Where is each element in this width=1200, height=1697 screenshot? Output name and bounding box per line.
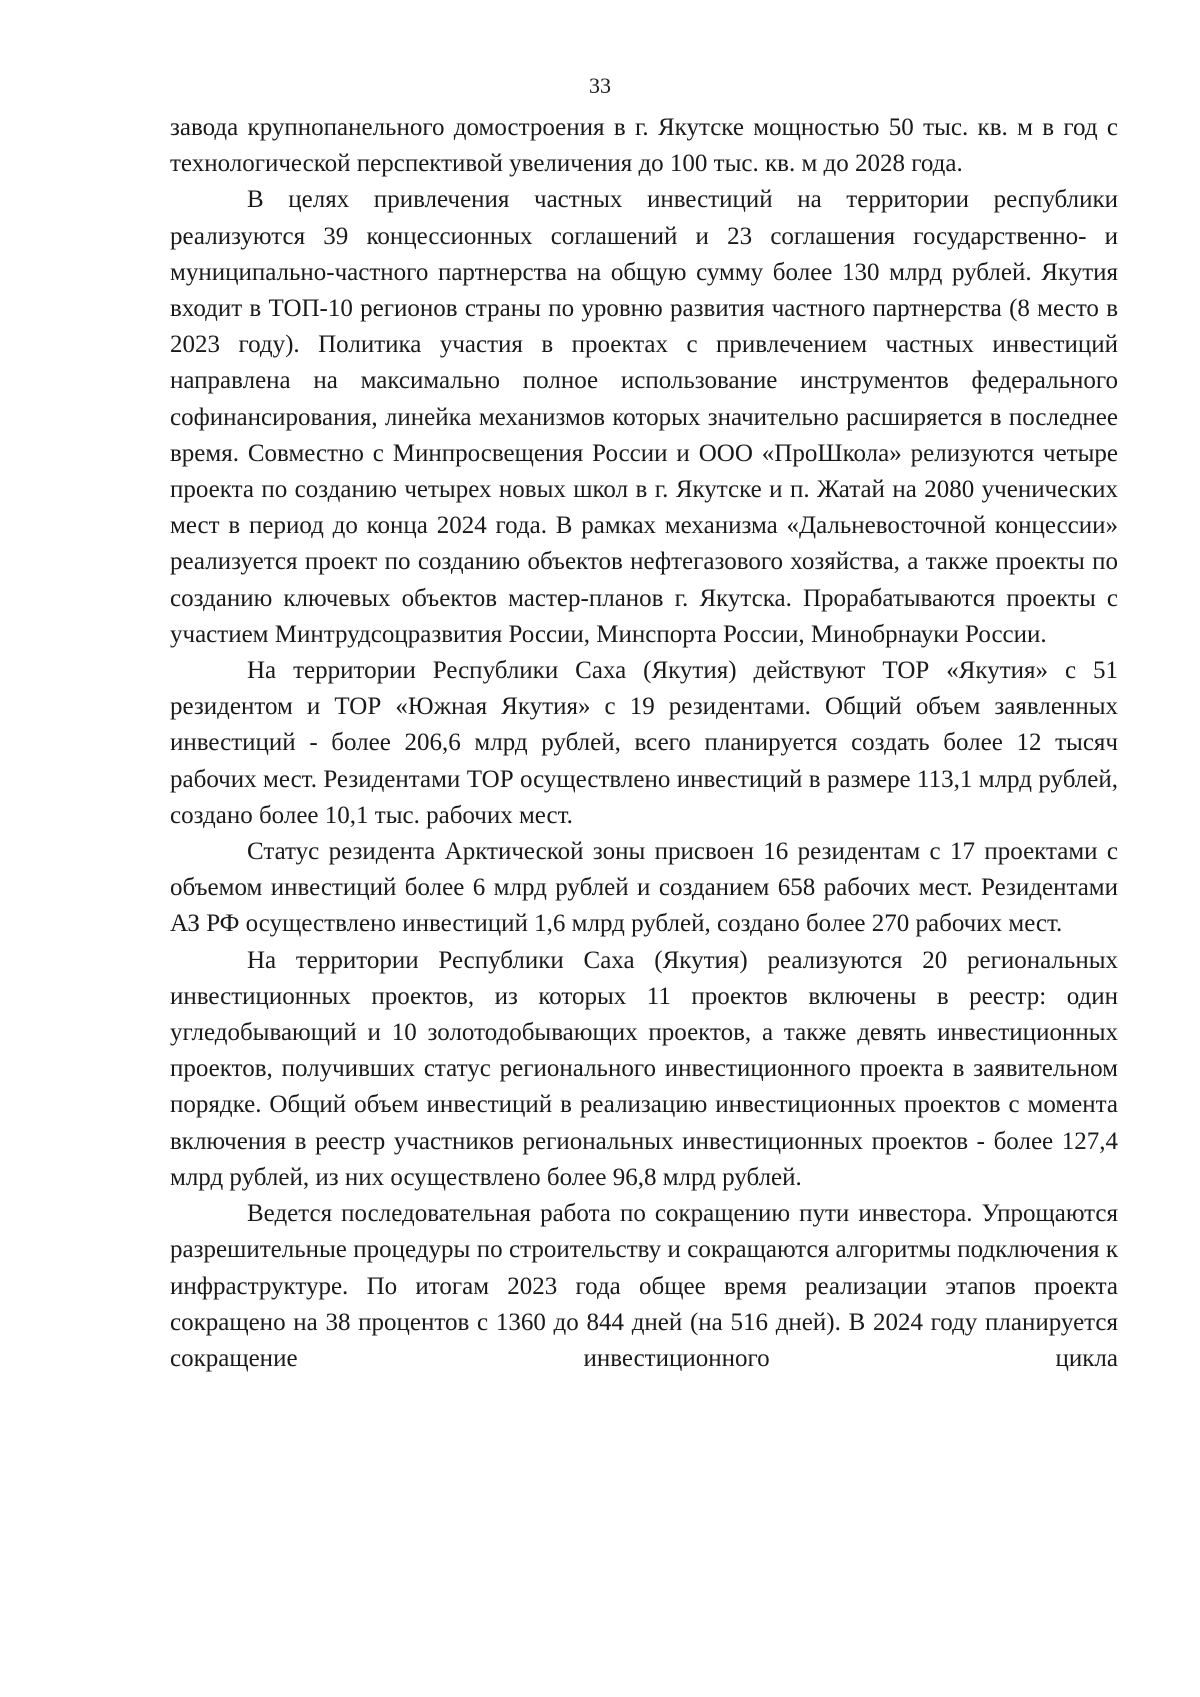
- paragraph-tor: На территории Республики Саха (Якутия) действуют ТОР «Якутия» с 51 резидентом и ТОР «Южная Якутия» с 19 резидентами. Общий объем заявленных инвестиций - более 206,6 млрд рублей, всего планируется создать более 12 тысяч рабочих мест. Резидентами ТОР осуществлено инвестиций в размере 113,1 млрд рублей, создано более 10,1 тыс. рабочих мест.: [170, 657, 1118, 829]
- paragraph-private-investment: В целях привлечения частных инвестиций на территории республики реализуются 39 концессионных соглашений и 23 соглашения государственно- и муниципально-частного партнерства на общую сумму более 130 млрд рублей. Якутия входит в ТОП-10 регионов страны по уровню развития частного партнерства (8 место в 2023 году). Политика участия в проектах с привлечением частных инвестиций направлена на максимально полное использование инструментов федерального софинансирования, линейка механизмов которых значительно расширяется в последнее время. Совместно с Минпросвещения России и ООО «ПроШкола» релизуются четыре проекта по созданию четырех новых школ в г. Якутске и п. Жатай на 2080 ученических мест в период до конца 2024 года. В рамках механизма «Дальневосточной концессии» реализуется проект по созданию объектов нефтегазового хозяйства, а также проекты по созданию ключевых объектов мастер-планов г. Якутска. Прорабатываются проекты с участием Минтрудсоцразвития России, Минспорта России, Минобрнауки России.: [170, 186, 1118, 648]
- document-body: [170, 110, 1118, 1377]
- page-number: 33: [589, 73, 611, 98]
- paragraph-arctic-zone: Статус резидента Арктической зоны присвоен 16 резидентам с 17 проектами с объемом инвестиций более 6 млрд рублей и созданием 658 рабочих мест. Резидентами АЗ РФ осуществлено инвестиций 1,6 млрд рублей, создано более 270 рабочих мест.: [170, 838, 1118, 938]
- paragraph-regional-projects: На территории Республики Саха (Якутия) реализуются 20 региональных инвестиционных проектов, из которых 11 проектов включены в реестр: один угледобывающий и 10 золотодобывающих проектов, а также девять инвестиционных проектов, получивших статус регионального инвестиционного проекта в заявительном порядке. Общий объем инвестиций в реализацию инвестиционных проектов с момента включения в реестр участников региональных инвестиционных проектов - более 127,4 млрд рублей, из них осуществлено более 96,8 млрд рублей.: [170, 946, 1118, 1191]
- paragraph-continuation: завода крупнопанельного домостроения в г. Якутске мощностью 50 тыс. кв. м в год с технологической перспективой увеличения до 100 тыс. кв. м до 2028 года.: [170, 114, 1118, 178]
- paragraph-investor-path: Ведется последовательная работа по сокращению пути инвестора. Упрощаются разрешительные процедуры по строительству и сокращаются алгоритмы подключения к инфраструктуре. По итогам 2023 года общее время реализации этапов проекта сокращено на 38 процентов с 1360 до 844 дней (на 516 дней). В 2024 году планируется сокращение инвестиционного цикла: [170, 1200, 1118, 1372]
